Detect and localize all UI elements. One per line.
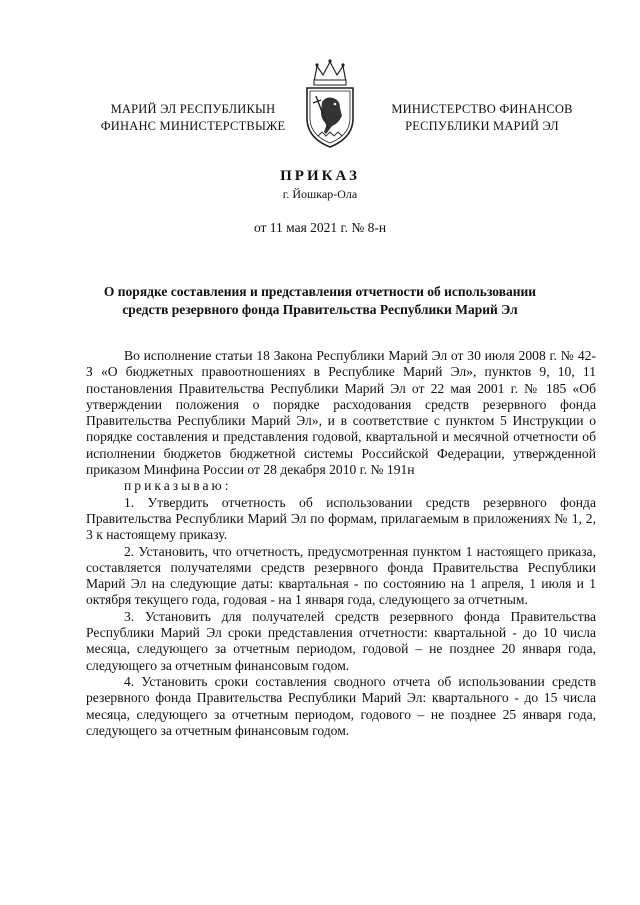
order-item-2: 2. Установить, что отчетность, предусмотренная пунктом 1 настоящего приказа, составляется получателями средств резервного фонда Правительства Республики Марий Эл на следующие даты: квартальная - по состоянию на 1 апреля, 1 июля и 1 октября текущего года, годовая - на 1 января года, следующего за отчетным.	[86, 543, 596, 608]
document-type: ПРИКАЗ	[280, 168, 360, 184]
ministry-name-russian-line2: РЕСПУБЛИКИ МАРИЙ ЭЛ	[405, 119, 559, 133]
order-item-3: 3. Установить для получателей средств резервного фонда Правительства Республики Марий Эл сроки представления отчетности: квартальной - до 10 числа месяца, следующего за отчетным периодом, годовой – не позднее 20 января года, следующего за отчетным финансовым годом.	[86, 608, 596, 673]
ministry-name-mari-line2: ФИНАНС МИНИСТЕРСТВЫЖЕ	[100, 119, 286, 133]
ministry-name-russian	[372, 101, 592, 135]
ministry-name-mari	[92, 101, 294, 135]
order-item-1: 1. Утвердить отчетность об использовании средств резервного фонда Правительства Республики Марий Эл по формам, прилагаемым в приложениях № 1, 2, 3 к настоящему приказу.	[86, 494, 596, 543]
order-word: приказываю:	[124, 478, 232, 494]
document-body	[86, 348, 596, 739]
document-subject	[0, 283, 640, 319]
document-subject-line1: О порядке составления и представления отчетности об использовании	[103, 284, 537, 299]
ministry-name-mari-line1: МАРИЙ ЭЛ РЕСПУБЛИКЫН	[110, 102, 276, 116]
document-date-number: от 11 мая 2021 г. № 8-н	[253, 220, 387, 235]
document-city: г. Йошкар-Ола	[282, 187, 358, 201]
order-item-4: 4. Установить сроки составления сводного отчета об использовании средств резервного фонда Правительства Республики Марий Эл: квартального - до 15 числа месяца, следующего за отчетным периодом, годового – не позднее 25 января года, следующего за отчетным финансовым годом.	[86, 673, 596, 738]
mari-el-coat-of-arms-icon	[300, 58, 360, 150]
ministry-name-russian-line1: МИНИСТЕРСТВО ФИНАНСОВ	[391, 102, 573, 116]
document-subject-line2: средств резервного фонда Правительства Республики Марий Эл	[122, 302, 518, 317]
preamble-paragraph: Во исполнение статьи 18 Закона Республики Марий Эл от 30 июля 2008 г. № 42-З «О бюджетных правоотношениях в Республике Марий Эл», пунктов 9, 10, 11 постановления Правительства Республики Марий Эл от 22 мая 2001 г. № 185 «Об утверждении положения о порядке расходования средств резервного фонда Правительства Республики Марий Эл», и в соответствие с пунктом 5 Инструкции о порядке составления и представления годовой, квартальной и месячной отчетности об исполнении бюджетов бюджетной системы Российской Федерации, утвержденной приказом Минфина России от 28 декабря 2010 г. № 191н	[86, 348, 596, 478]
